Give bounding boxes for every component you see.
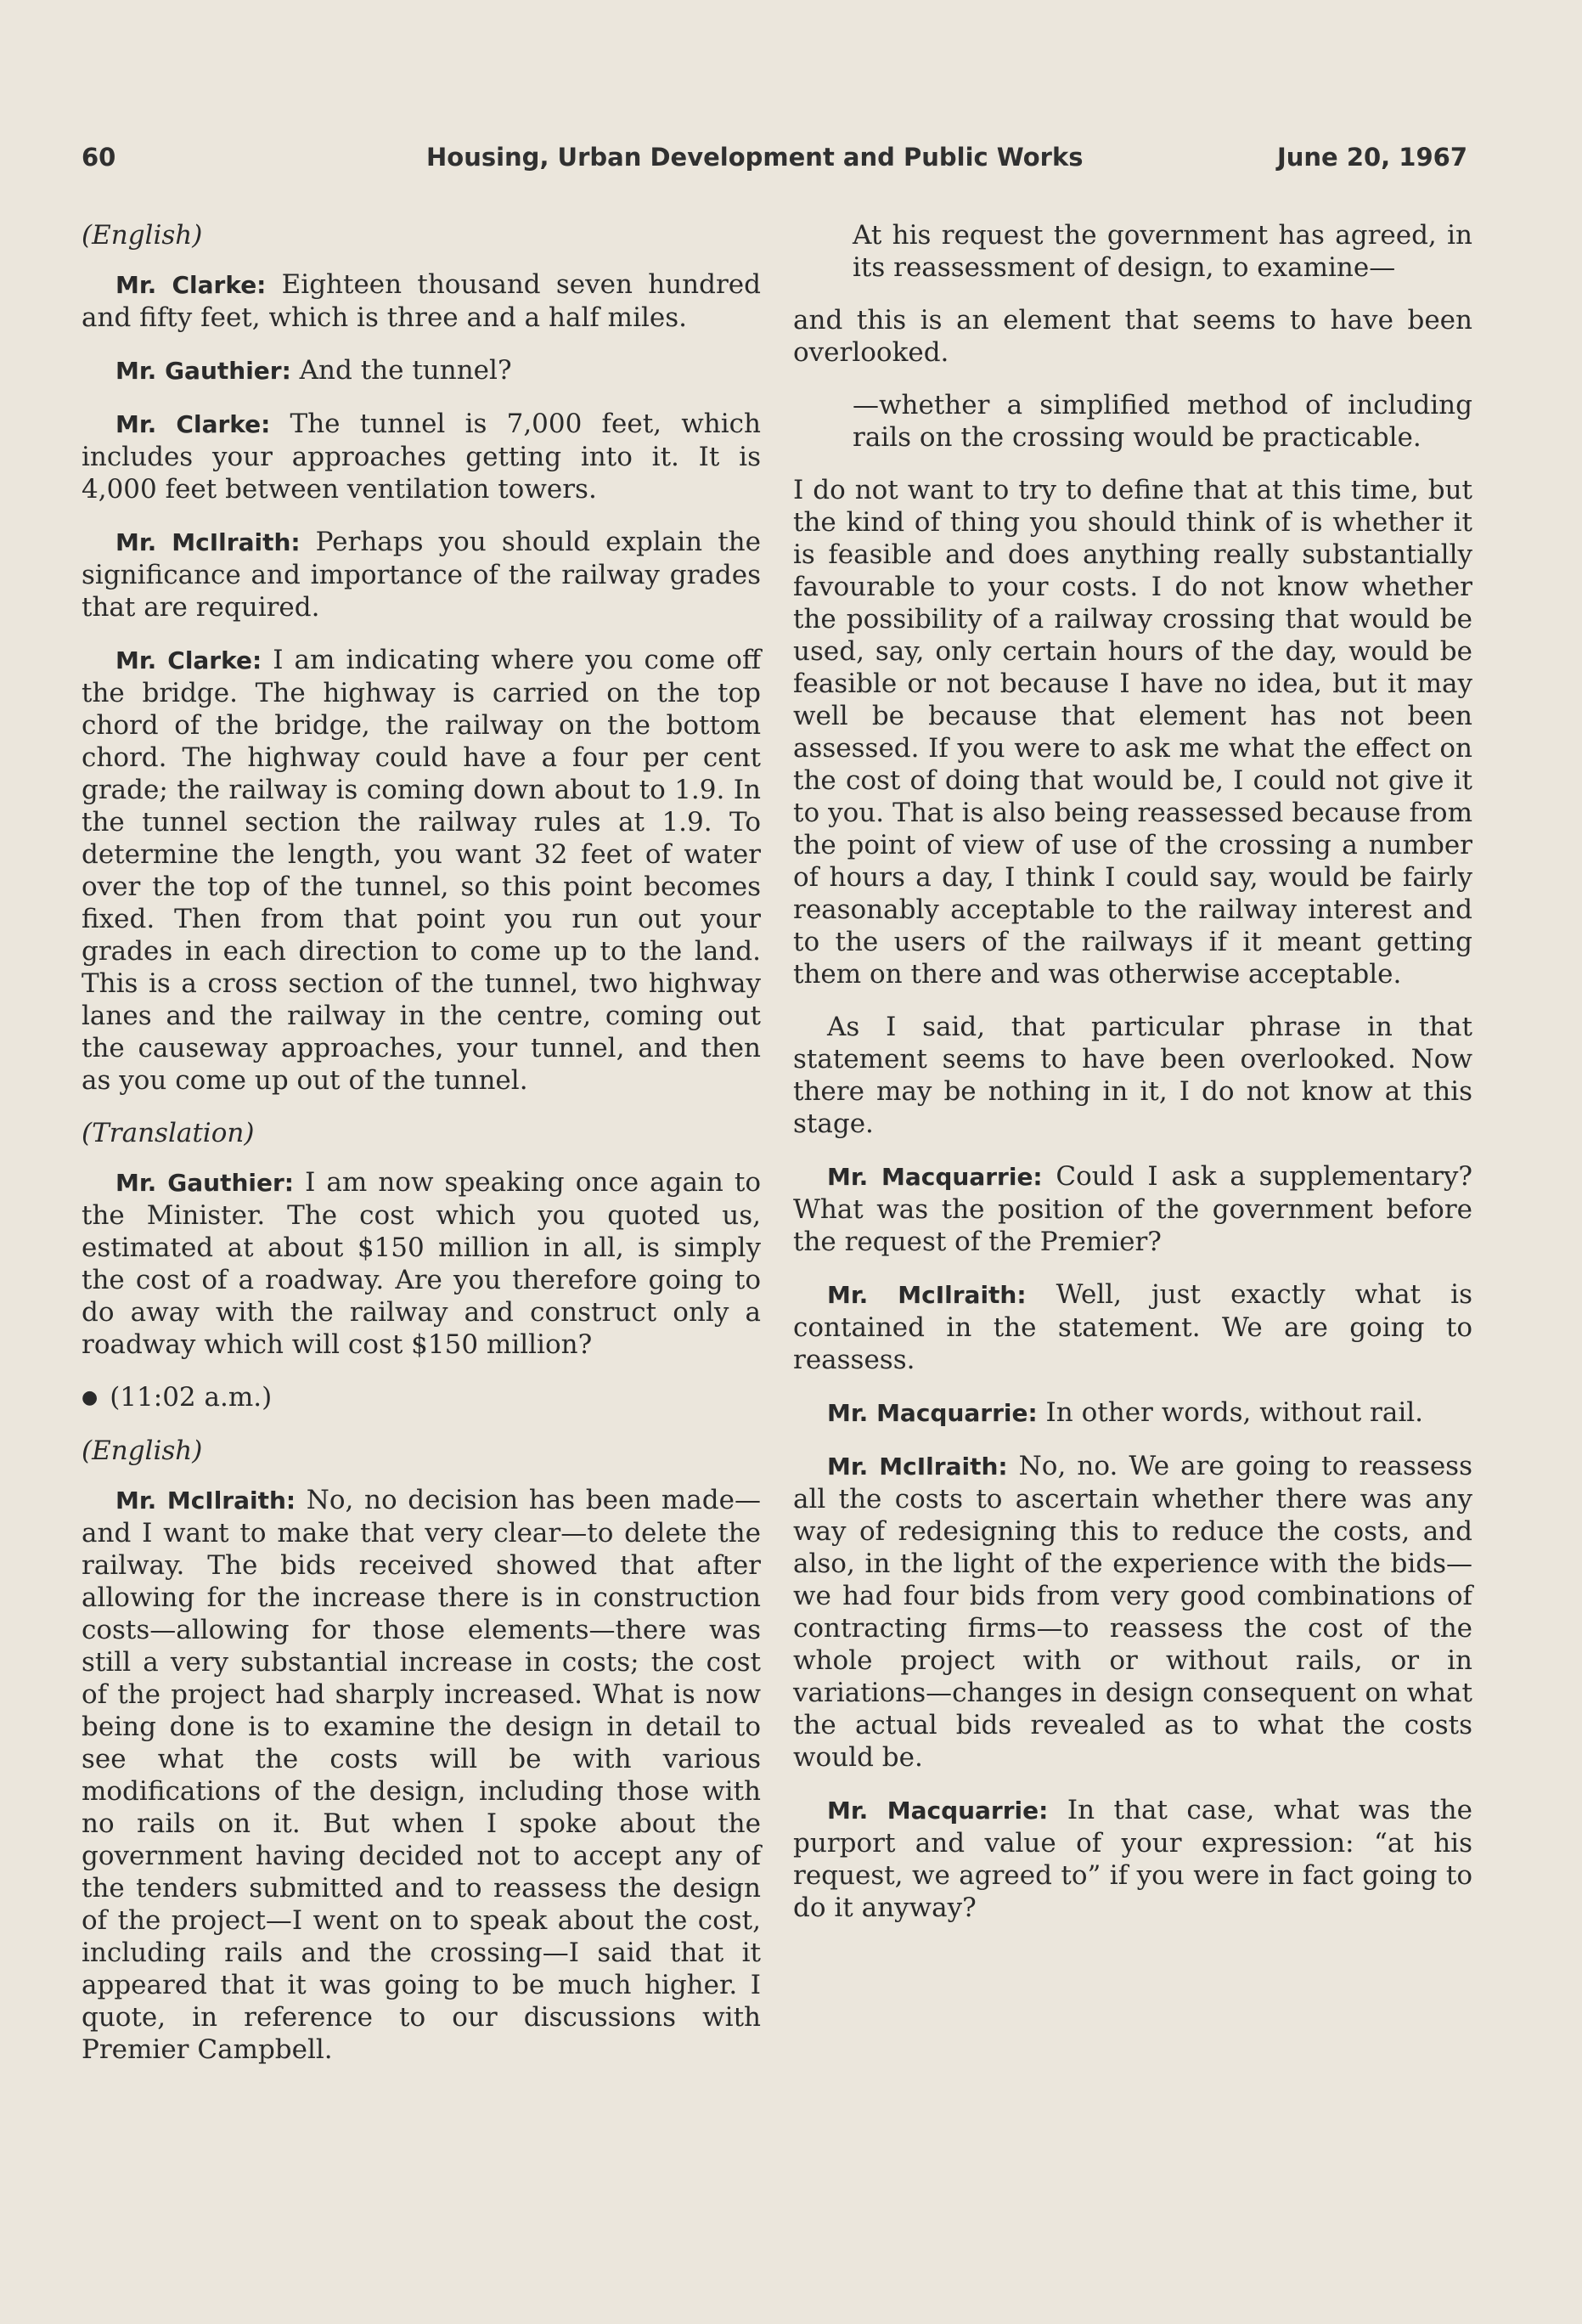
paragraph (793, 1794, 1472, 1924)
paragraph (793, 1396, 1472, 1430)
paragraph (82, 408, 761, 505)
paragraph (82, 1484, 761, 2066)
speaker-name: Mr. Macquarrie: (827, 1163, 1043, 1191)
paragraph-text: No, no decision has been made—and I want to make that very clear—to delete the railway. The bids received showed that after allowing for the increase there is in construction costs—allowing for those elements—there was still a very substantial increase in costs; the cost of the project had sharply increased. What is now being done is to examine the design in detail to see what the costs will be with various modifications of the design, including those with no rails on it. But when I spoke about the government having decided not to accept any of the tenders submitted and to reassess the design of the project—I went on to speak about the cost, including rails and the crossing—I said that it appeared that it was going to be much higher. I quote, in reference to our discussions with Premier Campbell. (82, 1485, 761, 2065)
paragraph (82, 354, 761, 387)
paragraph-text: The tunnel is 7,000 feet, which includes your approaches getting into it. It is 4,000 feet between ventilation towers. (82, 409, 761, 505)
paragraph: As I said, that particular phrase in that statement seems to have been overlooked. Now there may be nothing in it, I do not know at this stage. (793, 1012, 1472, 1139)
paragraph (793, 1278, 1472, 1376)
bullet-icon: ● (82, 1387, 99, 1408)
speaker-name: Mr. McIlraith: (827, 1281, 1027, 1309)
paragraph (82, 268, 761, 334)
block-quote: —whether a simplified method of including rails on the crossing would be practicable. (853, 390, 1472, 453)
paragraph (82, 526, 761, 623)
speaker-name: Mr. McIlraith: (115, 1486, 296, 1515)
paragraph-text: I am indicating where you come off the bridge. The highway is carried on the top chord of the bridge, the railway on the bottom chord. The highway could have a four per cent grade; the railway is coming down about to 1.9. In the tunnel section the railway rules at 1.9. To determine the length, you want 32 feet of water over the top of the tunnel, so this point becomes fixed. Then from that point you run out your grades in each direction to come up to the land. This is a cross section of the tunnel, two highway lanes and the railway in the centre, coming out the causeway approaches, your tunnel, and then as you come up out of the tunnel. (82, 645, 761, 1096)
paragraph (793, 1450, 1472, 1774)
block-quote: At his request the government has agreed, in its reassessment of design, to examine— (853, 220, 1472, 283)
timestamp: (11:02 a.m.) (110, 1382, 273, 1413)
speaker-name: Mr. Clarke: (115, 646, 262, 674)
paragraph (793, 1160, 1472, 1258)
page-header (82, 143, 1467, 183)
speaker-name: Mr. Macquarrie: (827, 1399, 1038, 1427)
right-column (793, 219, 1472, 1944)
language-label: (English) (82, 220, 203, 251)
speaker-name: Mr. McIlraith: (827, 1452, 1008, 1481)
paragraph (82, 1166, 761, 1361)
paragraph-text: Perhaps you should explain the significance and importance of the railway grades that are required. (82, 527, 761, 623)
running-title: Housing, Urban Development and Public Works (426, 143, 1084, 172)
language-label: (Translation) (82, 1118, 255, 1148)
paragraph-text: In other words, without rail. (1037, 1397, 1424, 1428)
paragraph-text: In that case, what was the purport and value of your expression: “at his request, we agreed to” if you were in fact going to do it anyway? (793, 1795, 1472, 1923)
paragraph-text: Eighteen thousand seven hundred and fifty feet, which is three and a half miles. (82, 269, 761, 333)
paragraph-text: No, no. We are going to reassess all the costs to ascertain whether there was any way of redesigning this to reduce the costs, and also, in the light of the experience with the bids—we had four bids from very good combinations of contracting firms—to reassess the cost of the whole project with or without rails, or in variations—changes in design consequent on what the actual bids revealed as to what the costs would be. (793, 1451, 1472, 1773)
paragraph-text: And the tunnel? (290, 355, 512, 386)
speaker-name: Mr. Gauthier: (115, 357, 291, 385)
paragraph-text: I am now speaking once again to the Minister. The cost which you quoted us, estimated at about $150 million in all, is simply the cost of a roadway. Are you therefore going to do away with the railway and construct only a roadway which will cost $150 million? (82, 1167, 761, 1360)
page-number: 60 (82, 143, 116, 172)
speaker-name: Mr. Macquarrie: (827, 1797, 1049, 1825)
timestamp-line (82, 1381, 761, 1414)
speaker-name: Mr. Clarke: (115, 410, 271, 438)
paragraph-text: Could I ask a supplementary? What was the position of the government before the request of the Premier? (793, 1161, 1473, 1257)
speaker-name: Mr. McIlraith: (115, 528, 301, 556)
paragraph: and this is an element that seems to have been overlooked. (793, 305, 1472, 368)
left-column (82, 219, 761, 2086)
paragraph-text: Well, just exactly what is contained in the statement. We are going to reassess. (793, 1279, 1473, 1375)
speaker-name: Mr. Clarke: (115, 271, 267, 299)
language-label: (English) (82, 1436, 203, 1466)
speaker-name: Mr. Gauthier: (115, 1169, 294, 1197)
page-date: June 20, 1967 (1276, 143, 1467, 172)
paragraph: I do not want to try to define that at this time, but the kind of thing you should think of is whether it is feasible and does anything really substantially favourable to your costs. I do not know whether the possibility of a railway crossing that would be used, say, only certain hours of the day, would be feasible or not because I have no idea, but it may well be because that element has not been assessed. If you were to ask me what the effect on the cost of doing that would be, I could not give it to you. That is also being reassessed because from the point of view of use of the crossing a number of hours a day, I think I could say, would be fairly reasonably acceptable to the railway interest and to the users of the railways if it meant getting them on there and was otherwise acceptable. (793, 475, 1472, 990)
paragraph (82, 644, 761, 1097)
